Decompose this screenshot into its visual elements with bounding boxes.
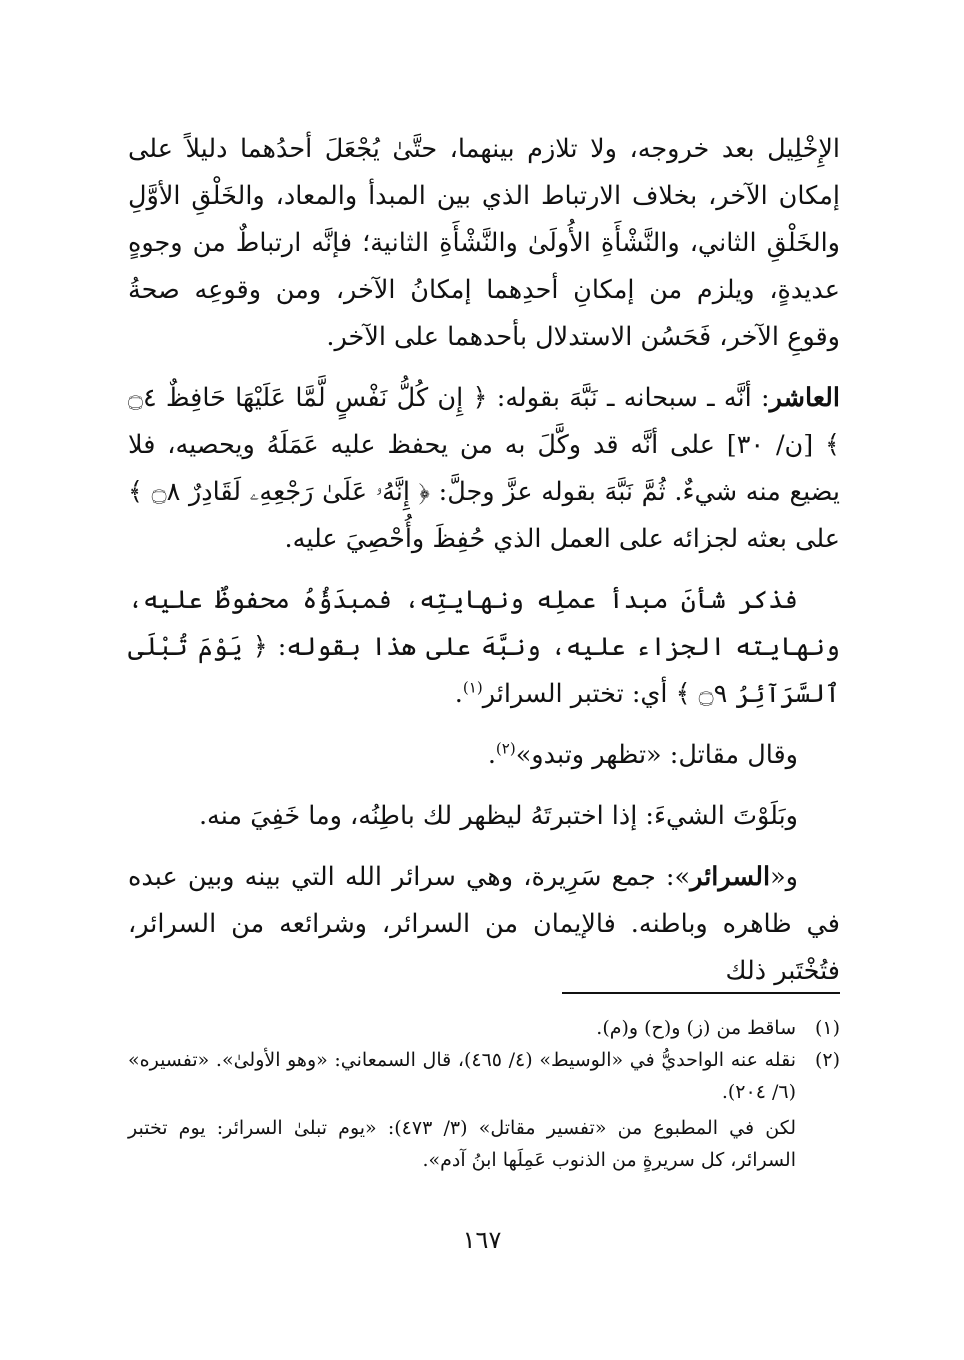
text-run: الإِخْلِيل بعد خروجه، ولا تلازم بينهما، حتَّىٰ يُجْعَلَ أحدُهما دليلاً على إمكان الآخر، بخلاف الارتباط الذي بين المبدأ والمعاد، والخَلْقِ الأوَّلِ والخَلْقِ الثاني، والنَّشْأَةِ الأُولَىٰ والنَّشْأَةِ الثانية؛ فإنَّه ارتباطٌ من وجوهٍ عديدةٍ، ويلزم من إمكانِ أحدِهما إمكانُ الآخر، ومن وقوعِه صحةُ وقوعِ الآخر، فَحَسُن الاستدلال بأحدهما على الآخر. bbox=[128, 134, 840, 352]
text-run: وقال مقاتل: «تظهر وتبدو» bbox=[515, 740, 798, 770]
paragraph-1 bbox=[128, 126, 840, 361]
text-run: و« bbox=[770, 862, 798, 892]
paragraph-2 bbox=[128, 375, 840, 563]
footnote-ref-2[interactable]: (٢) bbox=[495, 739, 516, 758]
term-sarair: السرائر bbox=[690, 862, 771, 892]
footnote-number: (١) bbox=[814, 1017, 840, 1039]
text-run: . bbox=[487, 740, 496, 770]
paragraph-3 bbox=[128, 577, 840, 718]
text-run: »: جمع سَرِيرة، وهي سرائر الله التي بينه وبين عبده في ظاهره وباطنه. فالإيمان من السرائر، وشرائعه من السرائر، فتُخْتَبر ذلك bbox=[128, 862, 840, 986]
text-run: فذكر شأنَ مبدأ عملِه ونهايتِه، فمبدَؤُهُ محفوظٌ عليه، ونهايته الجزاء عليه، ونبَّهَ على هذا بقوله: bbox=[128, 585, 840, 662]
footnote-text: ساقط من (ز) و(ح) و(م). bbox=[596, 1017, 796, 1039]
footnote-ref-1[interactable]: (١) bbox=[462, 678, 483, 697]
paragraph-4 bbox=[128, 732, 840, 779]
quran-verse: ﴿ إِن كُلُّ نَفْسٍ لَّمَّا عَلَيْهَا حَافِظٌ ۝٤ ﴾ bbox=[128, 383, 840, 460]
quran-verse: ﴿ إِنَّهُۥ عَلَىٰ رَجْعِهِۦ لَقَادِرٌ ۝٨ ﴾ bbox=[128, 477, 430, 507]
paragraph-6 bbox=[128, 854, 840, 995]
text-run: وبَلَوْتَ الشيءَ: إذا اختبرتَهُ ليظهر لك باطِنُه، وما خَفِيَ منه. bbox=[198, 801, 798, 831]
footnote-text: نقله عنه الواحديُّ في «الوسيط» (٤/ ٤٦٥)، قال السمعاني: «وهو الأولىٰ». «تفسيره» (٦/ ٢٠٤). bbox=[128, 1049, 796, 1103]
footnote-2 bbox=[128, 1044, 840, 1108]
footnote-1 bbox=[128, 1012, 840, 1044]
body-text bbox=[128, 126, 840, 1009]
footnote-2-continuation: لكن في المطبوع من «تفسير مقاتل» (٣/ ٤٧٣): «يوم تبلىٰ السرائر: يوم تختبر السرائر، كل سريرةٍ من الذنوب عَمِلَها ابنُ آدم». bbox=[128, 1117, 796, 1171]
paragraph-5 bbox=[128, 793, 840, 840]
text-run: . bbox=[454, 679, 463, 709]
text-run: [ن/ ٣٠] على أنَّه قد وكَّلَ به من يحفظ عليه عَمَلَهُ ويحصيه، فلا يضيع منه شيءٌ. ثُمَّ نَبَّهَ بقوله عزَّ وجلَّ: bbox=[128, 430, 840, 507]
footnotes bbox=[128, 1012, 840, 1176]
page-number: ١٦٧ bbox=[462, 1226, 502, 1254]
text-run: على بعثه لجزائه على العمل الذي حُفِظَ وأُحْصِيَ عليه. bbox=[284, 524, 840, 554]
heading-tenth: العاشر bbox=[769, 383, 840, 413]
text-run: : أنَّه ـ سبحانه ـ نَبَّهَ بقوله: bbox=[487, 383, 770, 413]
footnote-separator bbox=[562, 992, 840, 994]
text-run: أي: تختبر السرائر bbox=[482, 679, 676, 709]
footnote-number: (٢) bbox=[814, 1049, 840, 1071]
quran-verse: ﴿ يَوْمَ تُبْلَى ٱلسَّرَآئِرُ ۝٩ ﴾ bbox=[128, 632, 840, 709]
